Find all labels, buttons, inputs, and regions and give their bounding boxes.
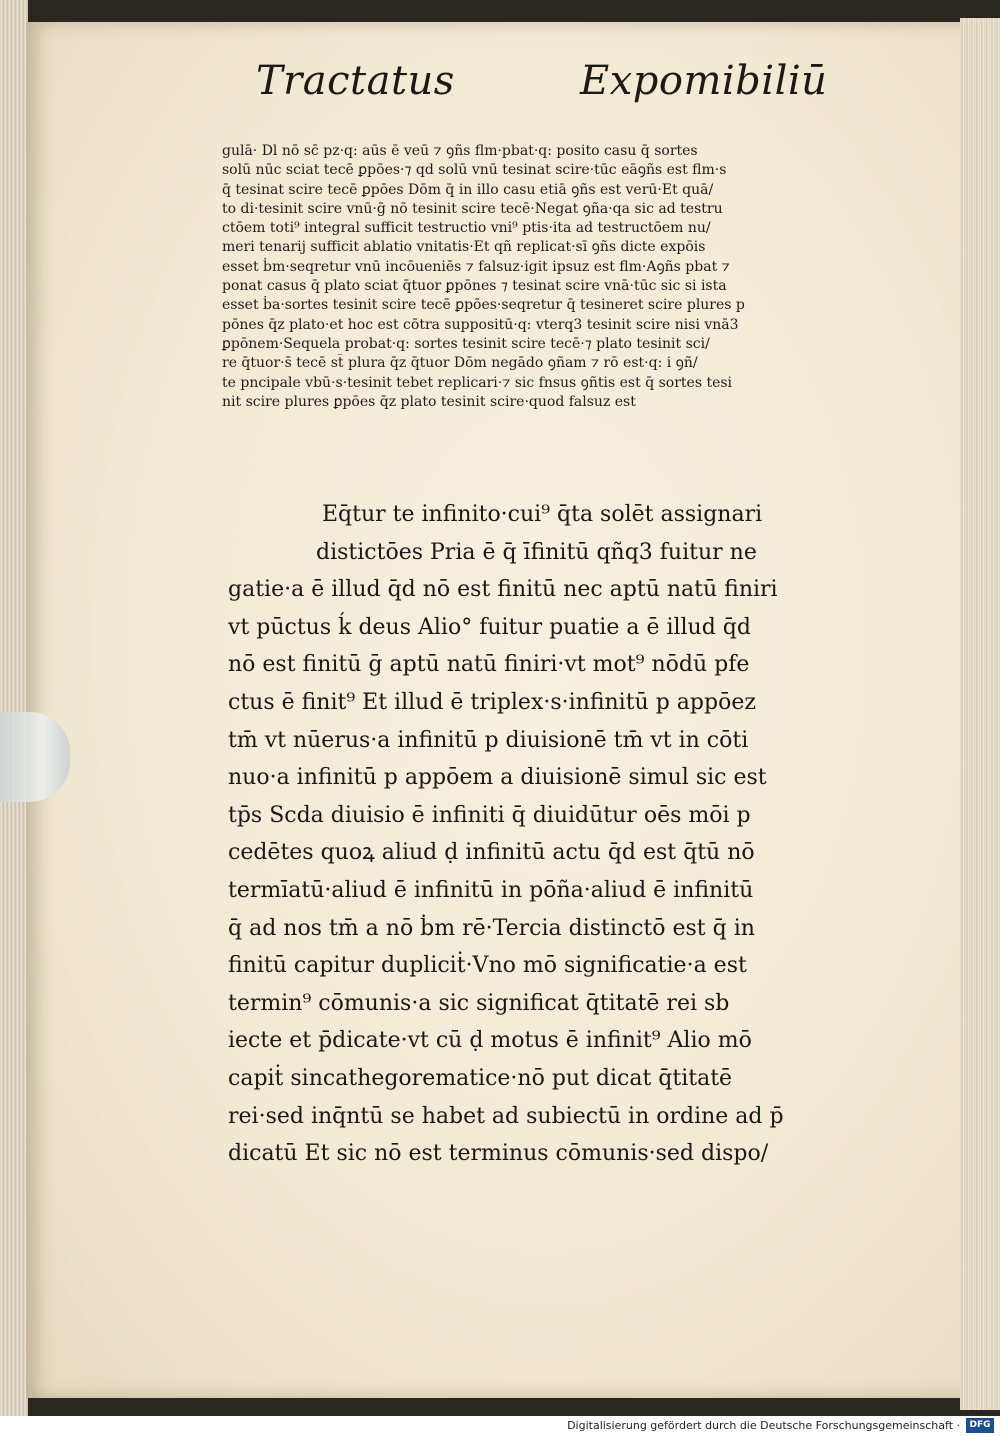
text-line: re q̄tuor·s̄ tecē st̄ plura q̄z q̄tuor Dōm negādo ꝯñam ⁊ rō est·q: i ꝯñ/ <box>222 355 698 372</box>
text-line: esset ḃm·seqretur vnū incōueniēs ⁊ falsuz·igit ipsuz est flm·Aꝯñs pbat ⁊ <box>222 258 730 275</box>
text-line: tp̄s Scda diuisio ē infiniti q̄ diuidūtur oēs mōi p <box>228 802 751 828</box>
text-line: esset ḃa·sortes tesinit scire tecē ꝑpōes·seqretur q̄ tesineret scire plures p <box>222 297 745 314</box>
text-line: iecte et p̄dicate·vt cū ḍ motus ē infinit⁹ Alio mō <box>228 1028 752 1054</box>
small-type-paragraph <box>222 142 842 412</box>
footer-bar <box>0 1416 1000 1436</box>
text-line: tm̄ vt nūerus·a infinitū p diuisionē tm̄ vt in cōti <box>228 727 749 753</box>
text-line: finitū capitur dupliciṫ·Vno mō significatie·a est <box>228 953 747 979</box>
large-type-paragraph <box>228 496 848 1173</box>
text-line: termin⁹ cōmunis·a sic significat q̄titatē rei sb <box>228 990 730 1016</box>
text-line: cedētes quoꝝ aliud ḍ infinitū actu q̄d est q̄tū nō <box>228 840 755 866</box>
text-line: ctus ē finit⁹ Et illud ē triplex·s·infinitū p appōez <box>228 689 756 715</box>
text-line: ꝑpōnem·Sequela probat·q: sortes tesinit scire tecē·⁊ plato tesinit sci/ <box>222 335 710 352</box>
text-line: distictōes Pria ē q̄ īfinitū qñq3 fuitur ne <box>316 539 757 565</box>
text-line: rei·sed inq̄ntū se habet ad subiectū in ordine ad p̄ <box>228 1103 784 1129</box>
text-line: te pncipale vbū·s·tesinit tebet replicari·⁊ sic fnsus ꝯñtis est q̄ sortes tesi <box>222 374 733 391</box>
dfg-logo: DFG <box>966 1418 994 1433</box>
text-line: q̄ tesinat scire tecē ꝑpōes Dōm q̄ in illo casu etiā ꝯñs est verū·Et quā/ <box>222 181 714 198</box>
text-line: q̄ ad nos tm̄ a nō ḃm rē·Tercia distinctō est q̄ in <box>228 915 755 941</box>
text-line: termīatū·aliud ē infinitū in pōña·aliud ē infinitū <box>228 877 754 903</box>
text-line: ctōem toti⁹ integral sufficit testructio vni⁹ ptis·ita ad testructōem nu/ <box>222 220 711 237</box>
text-line: pōnes q̄z plato·et hoc est cōtra suppositū·q: vterq3 tesinit scire nisi vnā3 <box>222 316 739 333</box>
binding-clip <box>0 712 70 802</box>
text-line: meri tenarij sufficit ablatio vnitatis·Et qñ replicat·sī ꝯñs dicte expōis <box>222 239 706 256</box>
running-head-right: Expomibiliū <box>580 58 828 104</box>
text-line: gatie·a ē illud q̄d nō est finitū nec aptū natū finiri <box>228 577 778 603</box>
text-line: gulā· Dl nō sc̄ pz·q: aūs ē veū ⁊ ꝯñs flm·pbat·q: posito casu q̄ sortes <box>222 143 698 159</box>
funding-credit: Digitalisierung gefördert durch die Deutsche Forschungsgemeinschaft · <box>567 1419 960 1432</box>
text-line: nit scire plures ꝑpōes q̄z plato tesinit scire·quod falsuz est <box>222 393 636 410</box>
book-left-page-edges <box>0 0 28 1416</box>
book-right-page-edges <box>960 18 1000 1410</box>
text-line: dicatū Et sic nō est terminus cōmunis·sed dispo/ <box>228 1141 769 1167</box>
running-head-left: Tractatus <box>256 58 455 104</box>
text-line: nuo·a infinitū p appōem a diuisionē simul sic est <box>228 765 767 791</box>
text-line: vt pūctus ḱ deus Alio° fuitur puatie a ē illud q̄d <box>228 614 751 640</box>
text-line: to di·tesinit scire vnū·ḡ nō tesinit scire tecē·Negat ꝯña·qa sic ad testru <box>222 200 723 217</box>
text-line: nō est finitū ḡ aptū natū finiri·vt mot⁹ nōdū pfe <box>228 652 750 678</box>
text-line: Eq̄tur te infinito·cui⁹ q̄ta solēt assignari <box>322 502 763 527</box>
text-line: solū nūc sciat tecē ꝑpōes·⁊ qd solū vnū tesinat scire·tūc eāꝯñs est flm·s <box>222 162 727 179</box>
text-line: ponat casus q̄ plato sciat q̄tuor ꝑpōnes ⁊ tesinat scire vnā·tūc sic si ista <box>222 278 727 295</box>
text-line: capiṫ sincathegorematice·nō put dicat q̄titatē <box>228 1065 733 1091</box>
